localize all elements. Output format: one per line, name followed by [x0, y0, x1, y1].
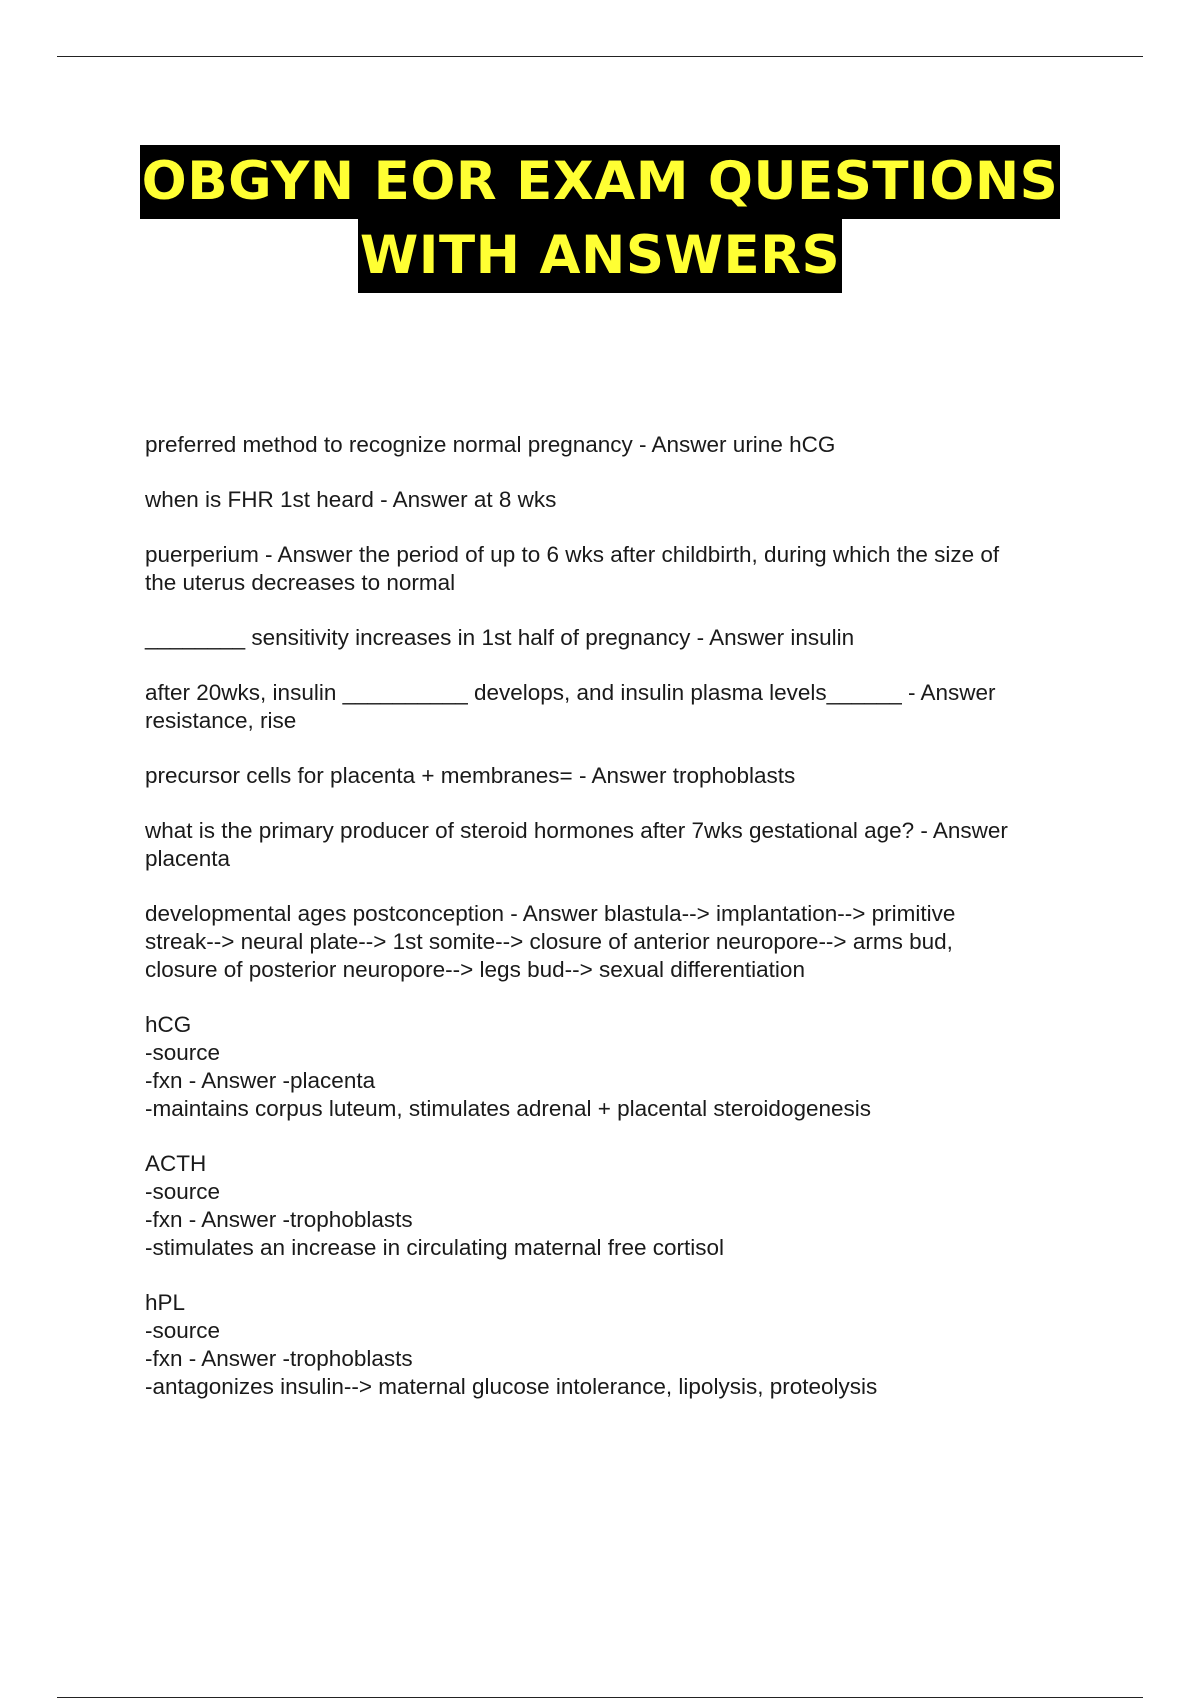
- qa-text: developmental ages postconception - Answer blastula--> implantation--> primitive: [145, 901, 956, 926]
- qa-item: [145, 486, 1085, 514]
- document-title: [0, 145, 1200, 293]
- title-line-2: WITH ANSWERS: [358, 219, 842, 293]
- qa-text: resistance, rise: [145, 708, 297, 733]
- qa-item: [145, 762, 1085, 790]
- qa-text: ACTH: [145, 1151, 207, 1176]
- qa-item: [145, 900, 1085, 984]
- title-row-1: [0, 145, 1200, 219]
- qa-text: the uterus decreases to normal: [145, 570, 456, 595]
- qa-text: streak--> neural plate--> 1st somite--> closure of anterior neuropore--> arms bud,: [145, 929, 953, 954]
- qa-text: -source: [145, 1318, 221, 1343]
- qa-text: hCG: [145, 1012, 192, 1037]
- title-line-1: OBGYN EOR EXAM QUESTIONS: [140, 145, 1061, 219]
- qa-text: puerperium - Answer the period of up to 6 wks after childbirth, during which the size of: [145, 542, 1000, 567]
- qa-text: hPL: [145, 1290, 186, 1315]
- qa-item: [145, 431, 1085, 459]
- qa-text: -stimulates an increase in circulating maternal free cortisol: [145, 1235, 724, 1260]
- qa-item: [145, 679, 1085, 735]
- top-rule: [57, 56, 1143, 57]
- qa-text: after 20wks, insulin __________ develops, and insulin plasma levels______ - Answer: [145, 680, 996, 705]
- qa-text: -source: [145, 1179, 221, 1204]
- qa-item: [145, 1289, 1085, 1401]
- qa-text: -fxn - Answer -placenta: [145, 1068, 376, 1093]
- bottom-rule: [57, 1697, 1143, 1698]
- qa-item: [145, 817, 1085, 873]
- qa-text: closure of posterior neuropore--> legs bud--> sexual differentiation: [145, 957, 805, 982]
- qa-item: [145, 1011, 1085, 1123]
- qa-item: [145, 541, 1085, 597]
- qa-text: what is the primary producer of steroid hormones after 7wks gestational age? - Answer: [145, 818, 1008, 843]
- qa-text: -fxn - Answer -trophoblasts: [145, 1207, 413, 1232]
- qa-text: precursor cells for placenta + membranes= - Answer trophoblasts: [145, 763, 796, 788]
- qa-text: -antagonizes insulin--> maternal glucose intolerance, lipolysis, proteolysis: [145, 1374, 878, 1399]
- qa-item: [145, 624, 1085, 652]
- qa-text: placenta: [145, 846, 231, 871]
- qa-text: -maintains corpus luteum, stimulates adrenal + placental steroidogenesis: [145, 1096, 872, 1121]
- qa-text: -source: [145, 1040, 221, 1065]
- qa-item: [145, 1150, 1085, 1262]
- question-answer-list: [145, 431, 1085, 1428]
- qa-text: preferred method to recognize normal pregnancy - Answer urine hCG: [145, 432, 836, 457]
- qa-text: ________ sensitivity increases in 1st half of pregnancy - Answer insulin: [145, 625, 855, 650]
- qa-text: -fxn - Answer -trophoblasts: [145, 1346, 413, 1371]
- title-row-2: [0, 219, 1200, 293]
- qa-text: when is FHR 1st heard - Answer at 8 wks: [145, 487, 557, 512]
